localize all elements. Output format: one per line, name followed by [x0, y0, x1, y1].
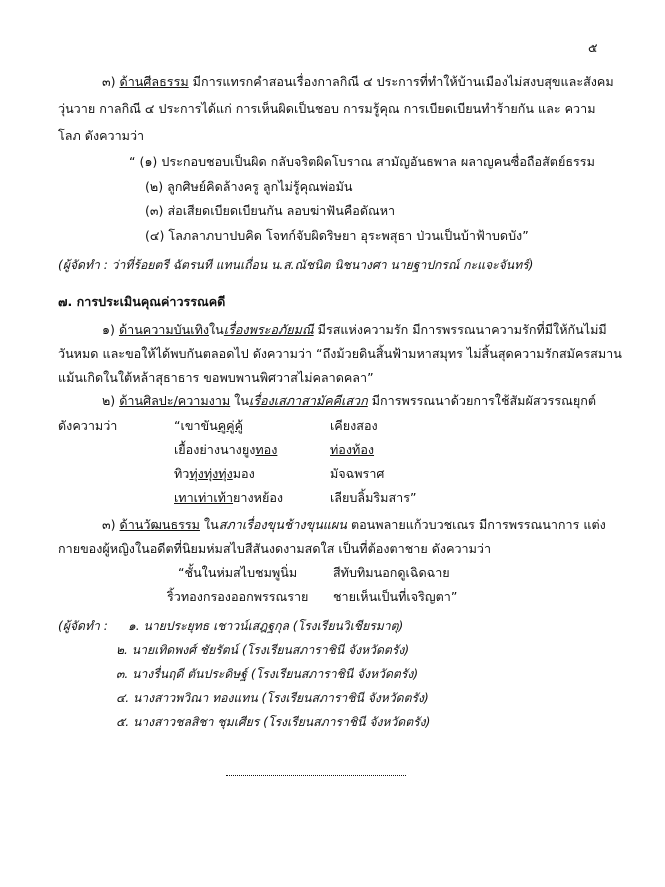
work-title: เรื่องพระอภัยมณี: [223, 322, 314, 337]
topic-entertainment: ด้านความบันเทิง: [118, 322, 210, 337]
verse-first-half: [174, 464, 255, 484]
verse-second-half: [330, 488, 417, 508]
page-number: ๕: [588, 40, 598, 55]
credit-line: (ผู้จัดทำ : ว่าที่ร้อยตรี ฉัตรนที แทนเถื่อน น.ส.ณัชนิต นิชนางศา นายฐาปกรณ์ กะแจะจันทร์): [58, 258, 534, 272]
section-heading: ๗. การประเมินคุณค่าวรรณคดี: [58, 294, 226, 309]
entertainment-text: มีรสแห่งความรัก มีการพรรณนาความรักที่มีให้กันไม่มี: [317, 322, 607, 337]
verse-underlined: ทุ่งทุ่งทุ่ง: [189, 466, 233, 481]
item-number: ๒): [102, 393, 116, 408]
verse-underlined: เทาเท่าเท้า: [174, 490, 234, 505]
entertainment-line-1: [102, 320, 607, 340]
verse-line: (๔) โลภลาภบาปบคิด โจทก์จับผิดริษยา อุระพสุธา ป่วนเป็นบ้าฟ้าบดบัง”: [145, 228, 529, 243]
verse-text: เลียบลิ้มริมสาร”: [330, 490, 417, 505]
verse-line: (๒) ลูกศิษย์คิดล้างครู ลูกไม่รู้คุณพ่อมัน: [145, 179, 353, 194]
verse-first-half: [174, 440, 277, 460]
verse-text: มัจฉพราศ: [330, 466, 385, 481]
verse-second-half: ชายเห็นเป็นที่เจริญตา”: [333, 589, 458, 604]
item-number: ๓): [102, 74, 116, 89]
verse-first-half: [174, 416, 243, 436]
credit-name: ๑. นายประยุทธ เชาวน์เสฎฐกุล (โรงเรียนวิเชียรมาตุ): [128, 619, 404, 633]
verse-text: มอง: [232, 466, 255, 481]
verse-line: (๓) ส่อเสียดเบียดเบียนกัน ลอบฆ่าฟันคือดัณหา: [145, 203, 396, 218]
credit-label: (ผู้จัดทำ :: [58, 619, 108, 633]
work-title: สภาเรื่องขุนช้างขุนแผน: [218, 517, 347, 532]
morality-text: มีการแทรกคำสอนเรื่องกาลกิณี ๔ ประการที่ทำให้บ้านเมืองไม่สงบสุขและสังคม: [192, 74, 614, 89]
verse-text: เคียงสอง: [330, 418, 378, 433]
culture-text: ตอนพลายแก้วบวชเณร มีการพรรณนาการ แต่ง: [350, 517, 606, 532]
dotted-divider: [226, 775, 406, 776]
verse-text: “เขาขัน: [174, 418, 218, 433]
art-line-1: [102, 391, 596, 411]
work-title: เรื่องเสภาสามัคคีเสวก: [248, 393, 368, 408]
verse-text: ทิว: [174, 466, 190, 481]
verse-second-half: [330, 416, 378, 436]
verse-first-half: “ชั้นในห่มสไบชมพูนิ่ม: [178, 565, 298, 580]
culture-line-1: [102, 515, 606, 535]
verse-text: ยางหย้อง: [233, 490, 284, 505]
credit-name: ๕. นางสาวชลสิชา ชุมเศียร (โรงเรียนสภาราชินี จังหวัดตรัง): [116, 715, 431, 729]
art-text: มีการพรรณนาด้วยการใช้สัมผัสวรรณยุกต์: [371, 393, 597, 408]
in-word: ใน: [234, 393, 249, 408]
credit-name: ๒. นายเทิดพงศ์ ชัยรัตน์ (โรงเรียนสภาราชินี จังหวัดตรัง): [116, 643, 410, 657]
credit-name: ๓. นางรื่นฤดี ตันประดิษฐ์ (โรงเรียนสภาราชินี จังหวัดตรัง): [116, 667, 419, 681]
credit-name: ๔. นางสาวพวิณา ทองแทน (โรงเรียนสภาราชินี จังหวัดตรัง): [116, 691, 429, 705]
verse-line: “ (๑) ประกอบชอบเป็นผิด กลับจริตผิดโบราณ สามัญอันธพาล ผลาญคนซื่อถือสัตย์ธรรม: [129, 154, 595, 169]
morality-line-3: โลภ ดังความว่า: [58, 128, 145, 143]
verse-second-half: [330, 440, 374, 460]
art-intro: ดังความว่า: [58, 418, 118, 433]
verse-text: เยื้องย่างนางยูง: [174, 442, 256, 457]
verse-underlined: ทอง: [255, 442, 278, 457]
culture-line-2: กายของผู้หญิงในอดีตที่นิยมห่มสไบสีสันงดงามสดใส เป็นที่ต้องตาชาย ดังความว่า: [58, 541, 492, 556]
in-word: ใน: [204, 517, 219, 532]
verse-underlined: คูคู่คู้: [217, 418, 244, 433]
entertainment-line-3: แม้นเกิดในใต้หล้าสุธาธาร ขอพบพานพิศวาสไม่คลาดคลา”: [58, 370, 374, 385]
verse-second-half: สีทับทิมนอกดูเฉิดฉาย: [333, 565, 450, 580]
topic-art: ด้านศิลปะ/ความงาม: [119, 393, 231, 408]
entertainment-line-2: วันหมด และขอให้ได้พบกันตลอดไป ดังความว่า “ถึงม้วยดินสิ้นฟ้ามหาสมุทร ไม่สิ้นสุดความรักสมัครสมาน: [58, 346, 622, 361]
in-word: ใน: [209, 322, 224, 337]
morality-line-1: [102, 72, 614, 92]
item-number: ๑): [102, 322, 115, 337]
morality-line-2: วุ่นวาย กาลกิณี ๔ ประการได้แก่ การเห็นผิดเป็นชอบ การมรู้คุณ การเบียดเบียนทำร้ายกัน และ ความ: [58, 101, 596, 116]
verse-underlined: ท่องท้อง: [330, 442, 375, 457]
topic-culture: ด้านวัฒนธรรม: [119, 517, 200, 532]
topic-morality: ด้านศีลธรรม: [119, 74, 189, 89]
verse-second-half: [330, 464, 384, 484]
item-number: ๓): [102, 517, 116, 532]
verse-first-half: ริ้วทองกรองออกพรรณราย: [167, 589, 309, 604]
verse-first-half: [174, 488, 283, 508]
